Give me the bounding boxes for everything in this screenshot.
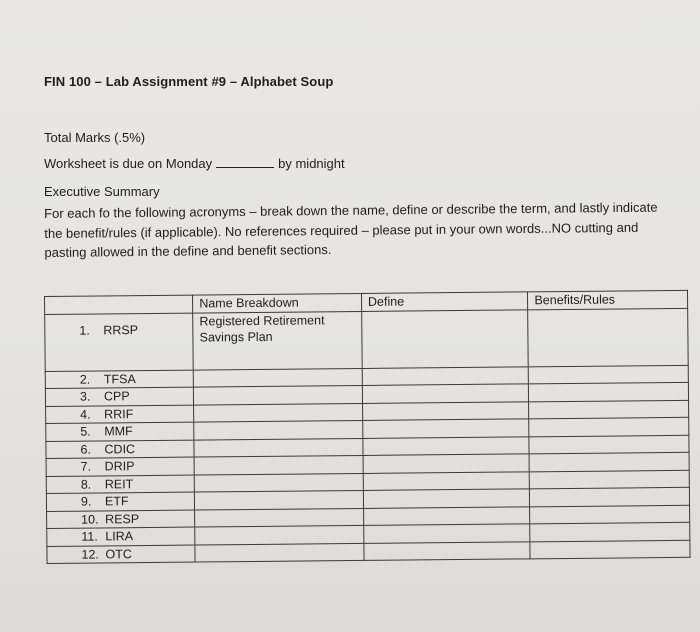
benefits-cell[interactable] xyxy=(530,540,690,559)
benefits-cell[interactable] xyxy=(529,417,689,436)
define-cell[interactable] xyxy=(363,454,530,473)
name-breakdown-cell[interactable] xyxy=(194,455,363,474)
acronym-cell xyxy=(46,475,194,494)
due-date-line xyxy=(44,156,345,171)
header-benefits-rules: Benefits/Rules xyxy=(528,290,688,309)
acronym-cell xyxy=(46,422,194,441)
name-breakdown-cell[interactable] xyxy=(195,543,364,562)
row-number: 7. xyxy=(80,459,92,474)
name-breakdown-cell[interactable] xyxy=(194,403,363,422)
define-cell[interactable] xyxy=(363,436,530,455)
define-cell[interactable] xyxy=(363,506,530,525)
define-cell[interactable] xyxy=(363,419,530,438)
acronym-cell xyxy=(46,492,194,511)
row-number: 3. xyxy=(79,389,91,404)
acronym-label: CDIC xyxy=(104,441,136,456)
define-cell[interactable] xyxy=(363,471,530,490)
define-cell[interactable] xyxy=(364,541,531,560)
name-breakdown-cell[interactable] xyxy=(194,420,363,439)
acronym-cell xyxy=(45,387,193,406)
benefits-cell[interactable] xyxy=(528,308,688,367)
define-cell[interactable] xyxy=(364,524,531,543)
row-number: 6. xyxy=(80,442,91,457)
name-breakdown-cell[interactable] xyxy=(194,473,363,492)
define-cell[interactable] xyxy=(362,366,529,385)
name-breakdown-cell[interactable] xyxy=(195,525,364,544)
breakdown-line: Savings Plan xyxy=(199,329,273,345)
benefits-cell[interactable] xyxy=(529,365,689,384)
name-breakdown-cell[interactable] xyxy=(194,438,363,457)
row-number: 9. xyxy=(80,494,92,509)
acronym-label: OTC xyxy=(105,546,132,561)
instructions-paragraph: For each fo the following acronyms – break down the name, define or describe the term, and lastly indicate the benefit/rules (if applicable). No references required – please put in your own words...NO cutting and pasting allowed in the define and benefit sections. xyxy=(44,199,658,260)
header-define: Define xyxy=(361,292,528,311)
acronym-cell xyxy=(46,405,194,424)
due-date-blank xyxy=(216,156,274,168)
acronym-cell xyxy=(45,370,193,389)
define-cell[interactable] xyxy=(362,401,529,420)
row-number: 1. xyxy=(79,323,90,338)
row-number: 10. xyxy=(81,511,99,527)
table-row-example xyxy=(45,308,689,371)
row-number: 8. xyxy=(80,477,92,492)
executive-summary-heading: Executive Summary xyxy=(44,184,160,199)
name-breakdown-cell[interactable] xyxy=(195,490,364,509)
row-number: 2. xyxy=(79,372,91,387)
row-number: 12. xyxy=(81,546,99,562)
acronym-label: RRSP xyxy=(103,322,139,337)
acronym-label: DRIP xyxy=(104,459,135,474)
acronym-table xyxy=(44,290,691,564)
acronym-cell xyxy=(45,313,194,371)
name-breakdown-cell[interactable] xyxy=(193,368,362,387)
benefits-cell[interactable] xyxy=(530,505,690,524)
breakdown-line: Registered Retirement xyxy=(199,312,325,329)
assignment-title: FIN 100 – Lab Assignment #9 – Alphabet Soup xyxy=(44,74,334,89)
acronym-label: MMF xyxy=(104,424,133,439)
total-marks: Total Marks (.5%) xyxy=(44,130,146,145)
acronym-label: ETF xyxy=(104,494,129,509)
name-breakdown-cell[interactable] xyxy=(194,385,363,404)
name-breakdown-cell xyxy=(193,311,362,370)
acronym-label: RRIF xyxy=(104,406,134,421)
acronym-cell xyxy=(47,510,195,529)
benefits-cell[interactable] xyxy=(530,487,690,506)
benefits-cell[interactable] xyxy=(529,452,689,471)
define-cell[interactable] xyxy=(362,384,529,403)
benefits-cell[interactable] xyxy=(530,470,690,489)
define-cell[interactable] xyxy=(363,489,530,508)
benefits-cell[interactable] xyxy=(530,522,690,541)
acronym-label: REIT xyxy=(104,476,134,491)
row-number: 5. xyxy=(80,424,91,439)
acronym-cell xyxy=(47,527,195,546)
acronym-label: TFSA xyxy=(103,371,136,386)
acronym-label: LIRA xyxy=(105,529,134,544)
acronym-cell xyxy=(46,457,194,476)
acronym-cell xyxy=(47,545,195,564)
acronym-table-wrapper xyxy=(44,290,691,566)
name-breakdown-cell[interactable] xyxy=(195,508,364,527)
header-name-breakdown: Name Breakdown xyxy=(193,293,362,312)
acronym-cell xyxy=(46,440,194,459)
row-number: 11. xyxy=(81,529,98,544)
benefits-cell[interactable] xyxy=(529,400,689,419)
acronym-label: RESP xyxy=(105,511,140,526)
benefits-cell[interactable] xyxy=(529,382,689,401)
row-number: 4. xyxy=(80,407,91,422)
header-acronym xyxy=(45,295,193,314)
acronym-label: CPP xyxy=(103,389,130,404)
define-cell[interactable] xyxy=(362,309,529,368)
due-prefix: Worksheet is due on Monday xyxy=(44,156,213,171)
benefits-cell[interactable] xyxy=(529,435,689,454)
due-suffix: by midnight xyxy=(278,156,345,171)
